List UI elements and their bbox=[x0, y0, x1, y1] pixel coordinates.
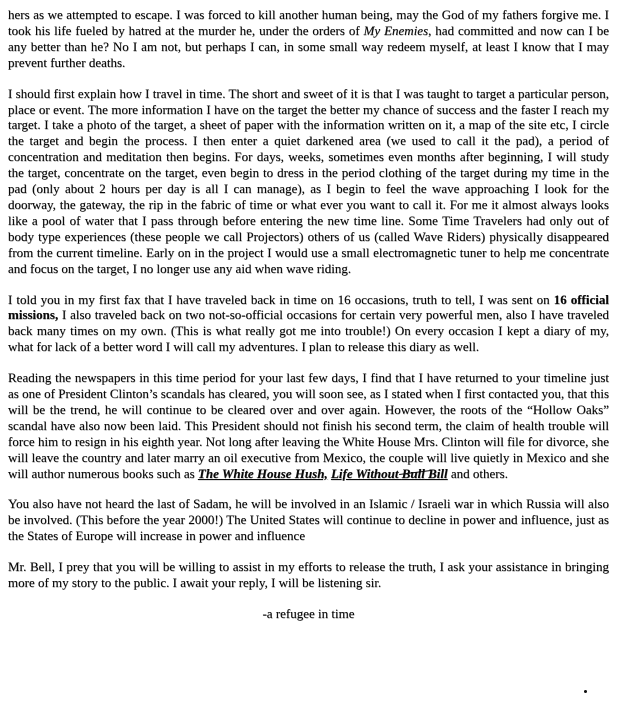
text-run: Reading the newspapers in this time period for your last few days, I find that I have returned to your timeline just as one of President Clinton’s scandals has cleared, you will soon see, as I stated when I first contacted you, that this will be the trend, he will continue to be cleared over and over again. However, the roots of the “Hollow Oaks” scandal have also now been laid. This President should not finish his second term, the claim of health trouble will force him to resign in his eighth year. Not long after leaving the White House Mrs. Clinton will file for divorce, she will leave the country and later marry an oil executive from Mexico, the couple will live quietly in Mexico and she will author numerous books such as bbox=[8, 370, 609, 481]
text-run: I told you in my first fax that I have traveled back in time on 16 occasions, truth to tell, I was sent on bbox=[8, 291, 554, 307]
book-title-struck-word: Bull bbox=[401, 465, 425, 481]
text-run: hers as we attempted to escape. I was forced to kill another human being, may the God of my fathers forgive me. I took his life fueled by hatred at the murder he, under the orders of bbox=[8, 7, 609, 38]
text-run-italic-my-enemies: My Enemies bbox=[363, 22, 429, 38]
paragraph-sixteen-missions bbox=[8, 292, 609, 356]
text-run: Mr. Bell, I prey that you will be willing to assist in my efforts to release the truth, I ask your assistance in bringing more of my story to the public. I await your reply, I will be listening sir. bbox=[8, 559, 609, 591]
signature bbox=[8, 606, 609, 622]
book-title-life-without: Life Without bbox=[330, 465, 402, 481]
paragraph-escape-confession bbox=[8, 7, 609, 71]
signature-text: -a refugee in time bbox=[262, 606, 355, 621]
text-run: , had committed and now can I be any better than he? No I am not, but perhaps I can, in some small way redeem myself, at least I know that I may prevent further deaths. bbox=[8, 22, 609, 70]
scan-artifact-dot bbox=[584, 690, 587, 693]
text-run-bold-official-missions: 16 official missions, bbox=[8, 291, 609, 323]
paragraph-request-to-mr-bell bbox=[8, 559, 609, 591]
text-run: I should first explain how I travel in time. The short and sweet of it is that I was taught to target a particular person, place or event. The more information I have on the target the better my chance of success and the faster I reach my target. I take a photo of the target, a sheet of paper with the information written on it, a map of the site etc, I circle the target and begin the process. I then enter a quiet darkened area (we used to call it the pad), a period of concentration and meditation then begins. For days, weeks, sometimes even months after beginning, I will study the target, concentrate on the target, even begin to dress in the period clothing of the target during my time in the pad (only about 2 hours per day is all I can manage), as I begin to feel the wave approaching I look for the doorway, the gateway, the rip in the fabric of time or what ever you want to call it. For me it almost always looks like a pool of water that I pass through before entering the new time line. Some Time Travelers had only out of body type experiences (these people we call Projectors) others of us (called Wave Riders) physically disappeared from the current timeline. Early on in the project I would use a small electromagnetic tuner to help me concentrate and focus on the target, I no longer use any aid when wave riding. bbox=[8, 85, 609, 276]
paragraph-how-i-travel bbox=[8, 86, 609, 277]
text-run: I also traveled back on two not-so-official occasions for certain very powerful men, also I have traveled back many times on my own. (This is what really got me into trouble!) On every occasion I kept a diary of my, what for lack of a better word I will call my adventures. I plan to release this diary as well. bbox=[8, 307, 609, 355]
text-run: and others. bbox=[447, 465, 508, 481]
paragraph-clinton-predictions bbox=[8, 370, 609, 481]
book-title-white-house-hush: The White House Hush, bbox=[197, 465, 328, 481]
text-run: You also have not heard the last of Sadam, he will be involved in an Islamic / Israeli war in which Russia will also be involved. (This before the year 2000!) The United States will continue to decline in power and influence, just as the States of Europe will increase in power and influence bbox=[8, 496, 609, 544]
book-title-bill: Bill bbox=[424, 465, 448, 481]
paragraph-sadam-prediction bbox=[8, 496, 609, 544]
